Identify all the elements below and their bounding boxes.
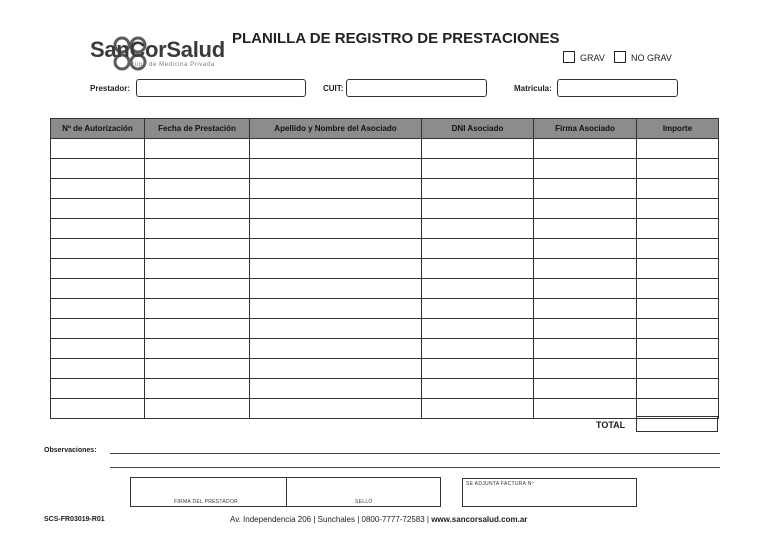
table-cell[interactable]: [250, 359, 422, 379]
table-row: [51, 399, 719, 419]
page-title: PLANILLA DE REGISTRO DE PRESTACIONES: [232, 30, 560, 47]
table-cell[interactable]: [534, 159, 637, 179]
observaciones-label: Observaciones:: [44, 447, 97, 454]
table-cell[interactable]: [145, 279, 250, 299]
table-row: [51, 179, 719, 199]
table-row: [51, 299, 719, 319]
no-grav-checkbox[interactable]: [614, 51, 626, 63]
grav-label: GRAV: [580, 53, 605, 63]
table-cell[interactable]: [51, 359, 145, 379]
table-cell[interactable]: [637, 159, 719, 179]
table-cell[interactable]: [637, 139, 719, 159]
table-cell[interactable]: [534, 139, 637, 159]
table-cell[interactable]: [51, 259, 145, 279]
table-cell[interactable]: [250, 239, 422, 259]
header-fecha: Fecha de Prestación: [145, 119, 250, 139]
table-cell[interactable]: [637, 379, 719, 399]
table-cell[interactable]: [51, 179, 145, 199]
table-cell[interactable]: [145, 199, 250, 219]
table-cell[interactable]: [250, 199, 422, 219]
header-autorizacion: Nº de Autorización: [51, 119, 145, 139]
table-cell[interactable]: [145, 379, 250, 399]
factura-label: SE ADJUNTA FACTURA Nº: [466, 481, 534, 487]
table-cell[interactable]: [250, 379, 422, 399]
prestador-label: Prestador:: [90, 84, 131, 93]
table-cell[interactable]: [422, 299, 534, 319]
logo-tagline: Grupo de Medicina Privada: [127, 62, 215, 68]
no-grav-label: NO GRAV: [631, 53, 672, 63]
footer-website[interactable]: www.sancorsalud.com.ar: [431, 515, 528, 524]
table-cell[interactable]: [637, 339, 719, 359]
table-cell[interactable]: [534, 299, 637, 319]
table-cell[interactable]: [250, 219, 422, 239]
table-cell[interactable]: [422, 259, 534, 279]
table-cell[interactable]: [145, 339, 250, 359]
table-cell[interactable]: [422, 319, 534, 339]
footer-contact: [230, 515, 527, 524]
table-cell[interactable]: [51, 319, 145, 339]
table-cell[interactable]: [145, 359, 250, 379]
table-cell[interactable]: [51, 379, 145, 399]
table-cell[interactable]: [250, 399, 422, 419]
logo-wordmark: SanCorSalud: [90, 37, 225, 62]
table-cell[interactable]: [534, 379, 637, 399]
table-cell[interactable]: [422, 399, 534, 419]
form-code: SCS-FR03019-R01: [44, 516, 105, 523]
header-firma: Firma Asociado: [534, 119, 637, 139]
table-cell[interactable]: [637, 299, 719, 319]
table-cell[interactable]: [145, 299, 250, 319]
table-cell[interactable]: [637, 359, 719, 379]
table-row: [51, 159, 719, 179]
table-cell[interactable]: [637, 259, 719, 279]
table-cell[interactable]: [637, 199, 719, 219]
table-cell[interactable]: [422, 339, 534, 359]
table-cell[interactable]: [534, 199, 637, 219]
signature-divider: [286, 477, 287, 507]
table-cell[interactable]: [422, 379, 534, 399]
table-cell[interactable]: [145, 159, 250, 179]
header-dni: DNI Asociado: [422, 119, 534, 139]
table-cell[interactable]: [534, 239, 637, 259]
table-cell[interactable]: [145, 319, 250, 339]
table-cell[interactable]: [422, 359, 534, 379]
table-row: [51, 279, 719, 299]
table-row: [51, 219, 719, 239]
table-cell[interactable]: [250, 139, 422, 159]
table-cell[interactable]: [534, 219, 637, 239]
table-cell[interactable]: [51, 199, 145, 219]
matricula-label: Matrícula:: [514, 84, 552, 93]
table-cell[interactable]: [637, 279, 719, 299]
table-cell[interactable]: [422, 219, 534, 239]
table-cell[interactable]: [534, 399, 637, 419]
firma-prestador-label: FIRMA DEL PRESTADOR: [174, 499, 239, 505]
table-row: [51, 379, 719, 399]
table-cell[interactable]: [250, 179, 422, 199]
table-cell[interactable]: [637, 319, 719, 339]
table-cell[interactable]: [422, 179, 534, 199]
table-row: [51, 139, 719, 159]
table-cell[interactable]: [422, 279, 534, 299]
table-cell[interactable]: [250, 319, 422, 339]
header-importe: Importe: [637, 119, 719, 139]
table-cell[interactable]: [422, 159, 534, 179]
footer-address: Av. Independencia 206 | Sunchales | 0800-7777-72583 |: [230, 515, 432, 524]
table-cell[interactable]: [534, 279, 637, 299]
table-cell[interactable]: [422, 239, 534, 259]
table-cell[interactable]: [637, 219, 719, 239]
prestaciones-table: [50, 118, 719, 419]
table-cell[interactable]: [51, 339, 145, 359]
table-cell[interactable]: [51, 139, 145, 159]
cuit-field[interactable]: [346, 79, 487, 97]
table-cell[interactable]: [534, 259, 637, 279]
observaciones-line-2[interactable]: [110, 467, 720, 468]
observaciones-line-1[interactable]: [110, 453, 720, 454]
table-cell[interactable]: [51, 279, 145, 299]
prestador-field[interactable]: [136, 79, 306, 97]
table-cell[interactable]: [422, 199, 534, 219]
total-field[interactable]: [636, 416, 718, 432]
table-row: [51, 319, 719, 339]
table-cell[interactable]: [637, 179, 719, 199]
table-cell[interactable]: [250, 339, 422, 359]
table-cell[interactable]: [145, 399, 250, 419]
table-cell[interactable]: [145, 219, 250, 239]
header-asociado: Apellido y Nombre del Asociado: [250, 119, 422, 139]
table-cell[interactable]: [534, 179, 637, 199]
grav-checkbox[interactable]: [563, 51, 575, 63]
table-cell[interactable]: [51, 159, 145, 179]
table-cell[interactable]: [51, 239, 145, 259]
table-cell[interactable]: [534, 359, 637, 379]
table-cell[interactable]: [145, 139, 250, 159]
matricula-field[interactable]: [557, 79, 678, 97]
table-cell[interactable]: [534, 319, 637, 339]
cuit-label: CUIT:: [323, 84, 344, 93]
sello-label: SELLO: [355, 499, 373, 505]
table-row: [51, 239, 719, 259]
table-cell[interactable]: [250, 259, 422, 279]
table-cell[interactable]: [145, 179, 250, 199]
table-cell[interactable]: [422, 139, 534, 159]
table-cell[interactable]: [145, 259, 250, 279]
table-cell[interactable]: [51, 219, 145, 239]
table-row: [51, 259, 719, 279]
table-cell[interactable]: [250, 159, 422, 179]
table-header-row: [51, 119, 719, 139]
table-cell[interactable]: [51, 299, 145, 319]
table-cell[interactable]: [637, 239, 719, 259]
table-cell[interactable]: [145, 239, 250, 259]
table-cell[interactable]: [250, 299, 422, 319]
table-row: [51, 339, 719, 359]
table-row: [51, 359, 719, 379]
table-cell[interactable]: [51, 399, 145, 419]
table-cell[interactable]: [534, 339, 637, 359]
table-cell[interactable]: [250, 279, 422, 299]
total-label: TOTAL: [596, 420, 626, 430]
table-row: [51, 199, 719, 219]
